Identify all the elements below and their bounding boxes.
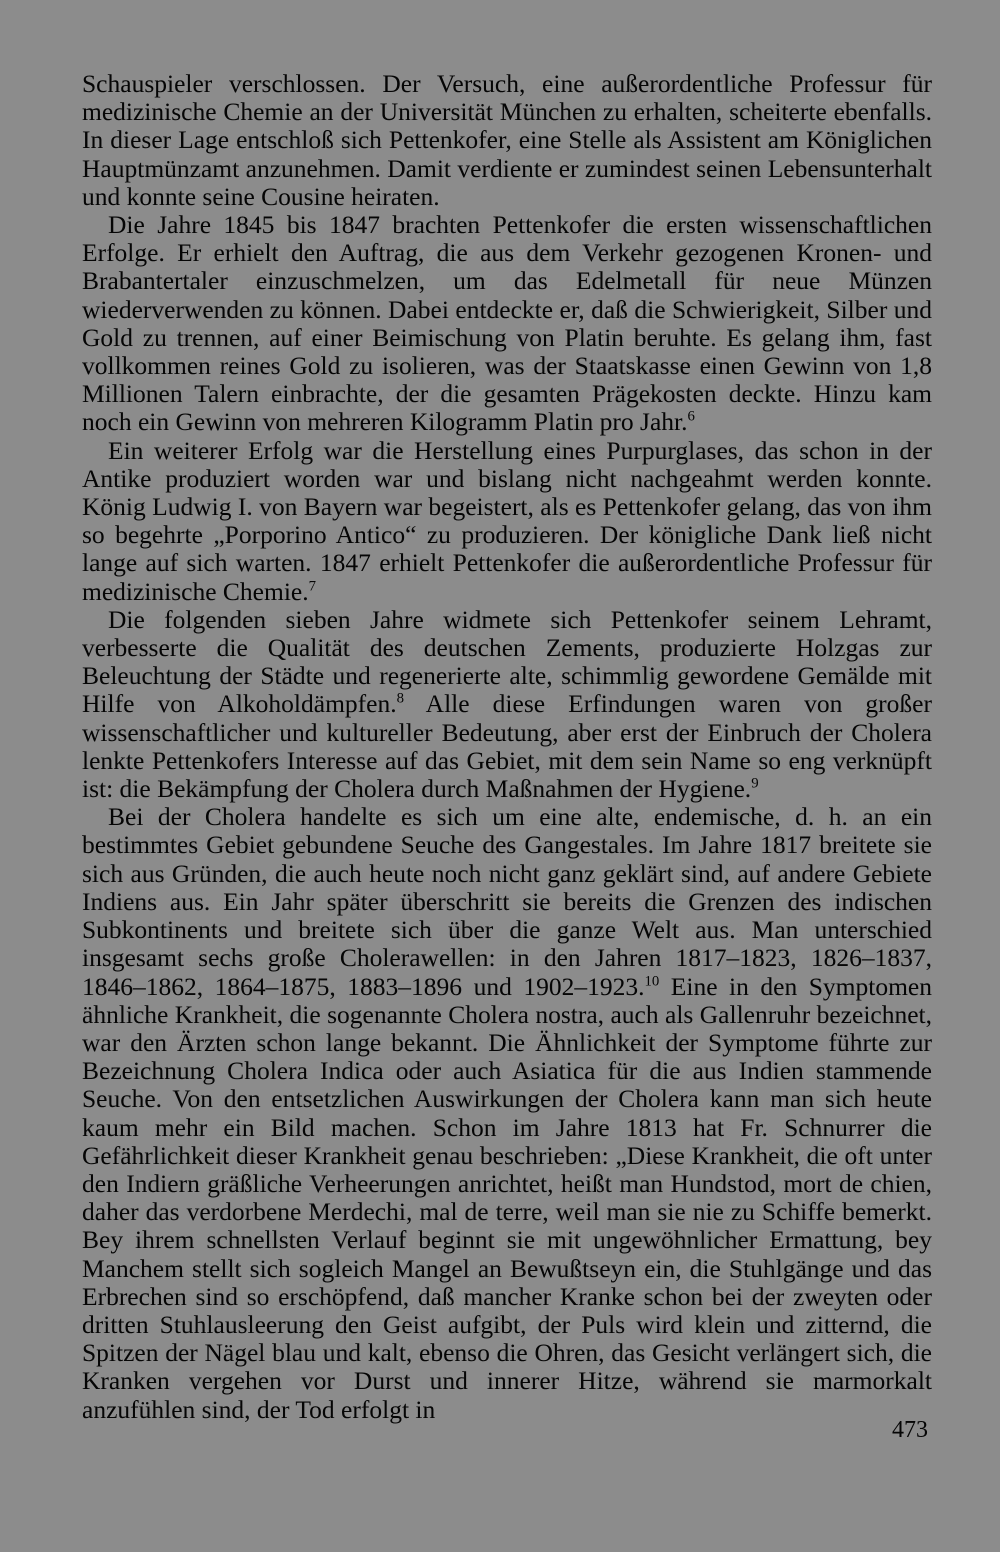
paragraph xyxy=(82,70,932,211)
footnote-marker: 10 xyxy=(644,973,660,989)
paragraph-text: Bei der Cholera handelte es sich um eine alte, endemische, d. h. an ein bestimmtes Gebiet gebundene Seuche des Gangestales. Im Jahre 1817 breitete sie sich aus Gründen, die auch heute noch nicht ganz geklärt sind, auf andere Gebiete Indiens aus. Ein Jahr später überschritt sie bereits die Grenzen des indischen Subkontinents und breitete sich über die ganze Welt aus. Man unterschied insgesamt sechs große Cholerawellen: in den Jahren 1817–1823, 1826–1837, 1846–1862, 1864–1875, 1883–1896 und 1902–1923. xyxy=(82,802,932,1001)
paragraph-text: Eine in den Symptomen ähnliche Krankheit, die sogenannte Cholera nostra, auch als Gallenruhr bezeichnet, war den Ärzten schon lange bekannt. Die Ähnlichkeit der Symptome führte zur Bezeichnung Cholera Indica oder auch Asiatica für die aus Indien stammende Seuche. Von den entsetzlichen Auswirkungen der Cholera kann man sich heute kaum mehr ein Bild machen. Schon im Jahre 1813 hat Fr. Schnurrer die Gefährlichkeit dieser Krankheit genau beschrieben: „Diese Krankheit, die oft unter den Indiern gräßliche Verheerungen anrichtet, heißt man Hundstod, mort de chien, daher das verdorbene Merdechi, mal de terre, weil man sie nie zu Schiffe bemerkt. Bey ihrem schnellsten Verlauf beginnt sie mit ungewöhnlicher Ermattung, bey Manchem stellt sich sogleich Mangel an Bewußtseyn ein, die Stuhlgänge und das Erbrechen sind so erschöpfend, daß mancher Kranke schon bei der zweyten oder dritten Stuhlausleerung den Geist aufgibt, der Puls wird klein und zitternd, die Spitzen der Nägel blau und kalt, ebenso die Ohren, das Gesicht verlängert sich, die Kranken vergehen vor Durst und innerer Hitze, während sie marmorkalt anzufühlen sind, der Tod erfolgt in xyxy=(82,971,933,1424)
paragraph-text: Alle diese Erfindungen waren von großer wissenschaftlicher und kultureller Bedeutung, aber erst der Einbruch der Cholera lenkte Pettenkofers Interesse auf das Gebiet, mit dem sein Name so eng verknüpft ist: die Bekämpfung der Cholera durch Maßnahmen der Hygiene. xyxy=(82,689,932,804)
paragraph xyxy=(82,606,932,803)
paragraph xyxy=(82,437,932,606)
footnote-marker: 9 xyxy=(751,775,759,792)
paragraph-text: Die folgenden sieben Jahre widmete sich Pettenkofer seinem Lehramt, verbesserte die Qualität des deutschen Zements, produzierte Holzgas zur Beleuchtung der Städte und regenerierte alte, schimmlig gewordene Gemälde mit Hilfe von Alkoholdämpfen. xyxy=(82,604,932,719)
paragraph-text: Die Jahre 1845 bis 1847 brachten Pettenkofer die ersten wissenschaftlichen Erfolge. Er erhielt den Auftrag, die aus dem Verkehr gezogenen Kronen- und Brabantertaler einzuschmelzen, um das Edelmetall für neue Münzen wiederverwenden zu können. Dabei entdeckte er, daß die Schwierigkeit, Silber und Gold zu trennen, auf einer Beimischung von Platin beruhte. Es gelang ihm, fast vollkommen reines Gold zu isolieren, was der Staatskasse einen Gewinn von 1,8 Millionen Talern einbrachte, der die gesamten Prägekosten deckte. Hinzu kam noch ein Gewinn von mehreren Kilogramm Platin pro Jahr. xyxy=(82,210,932,437)
paragraph xyxy=(82,803,932,1423)
footnote-marker: 6 xyxy=(687,408,695,425)
paragraph-text: Schauspieler verschlossen. Der Versuch, eine außerordentliche Professur für medizinische Chemie an der Universität München zu erhalten, scheiterte ebenfalls. In dieser Lage entschloß sich Pettenkofer, eine Stelle als Assistent am Königlichen Hauptmünzamt anzunehmen. Damit verdiente er zumindest seinen Lebensunterhalt und konnte seine Cousine heiraten. xyxy=(82,69,932,211)
footnote-marker: 8 xyxy=(396,690,404,707)
paragraph-text: Ein weiterer Erfolg war die Herstellung eines Purpurglases, das schon in der Antike produziert worden war und bislang nicht nachgeahmt werden konnte. König Ludwig I. von Bayern war begeistert, als es Pettenkofer gelang, das von ihm so begehrte „Porporino Antico“ zu produzieren. Der königliche Dank ließ nicht lange auf sich warten. 1847 erhielt Pettenkofer die außerordentliche Professur für medizinische Chemie. xyxy=(82,435,932,606)
footnote-marker: 7 xyxy=(308,578,316,595)
body-text xyxy=(82,70,932,1424)
page-number: 473 xyxy=(892,1417,928,1443)
paragraph xyxy=(82,211,932,437)
